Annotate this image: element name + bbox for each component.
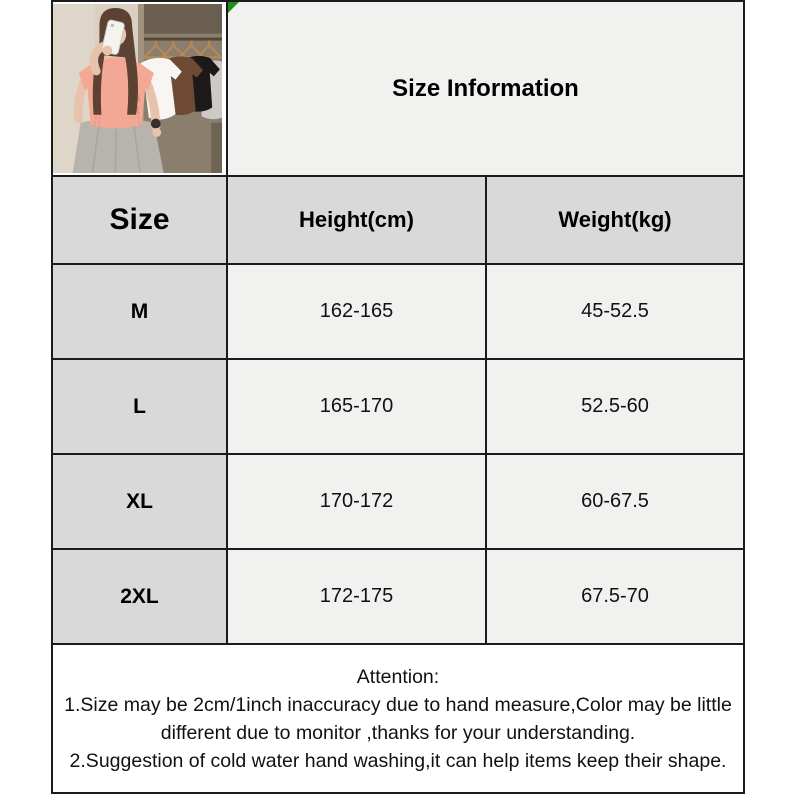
column-header-weight: Weight(kg): [486, 176, 744, 264]
size-cell: 2XL: [52, 549, 227, 644]
weight-cell: 52.5-60: [486, 359, 744, 454]
product-photo-cell: [52, 1, 227, 176]
size-chart-sheet: [51, 0, 745, 794]
page-title: Size Information: [392, 74, 579, 102]
weight-cell: 45-52.5: [486, 264, 744, 359]
comment-marker-icon: [228, 2, 239, 13]
height-cell: 165-170: [227, 359, 486, 454]
title-cell: [227, 1, 744, 176]
size-cell: L: [52, 359, 227, 454]
attention-note: [52, 644, 744, 793]
table-row-xl: [52, 454, 744, 549]
attention-line-2: 2.Suggestion of cold water hand washing,it can help items keep their shape.: [69, 749, 727, 772]
height-cell: 172-175: [227, 549, 486, 644]
size-cell: M: [52, 264, 227, 359]
product-photo: [53, 4, 222, 173]
attention-heading: Attention:: [356, 665, 440, 688]
height-cell: 170-172: [227, 454, 486, 549]
column-header-height: Height(cm): [227, 176, 486, 264]
weight-cell: 60-67.5: [486, 454, 744, 549]
height-cell: 162-165: [227, 264, 486, 359]
table-row-l: [52, 359, 744, 454]
table-row-2xl: [52, 549, 744, 644]
column-header-size: Size: [52, 176, 227, 264]
size-cell: XL: [52, 454, 227, 549]
weight-cell: 67.5-70: [486, 549, 744, 644]
model-selfie-illustration: [53, 4, 222, 173]
size-info-table: [51, 0, 745, 794]
table-row-m: [52, 264, 744, 359]
table-header-row: [52, 176, 744, 264]
attention-line-1: 1.Size may be 2cm/1inch inaccuracy due to hand measure,Color may be little different due to monitor ,thanks for your understanding.: [64, 693, 732, 744]
